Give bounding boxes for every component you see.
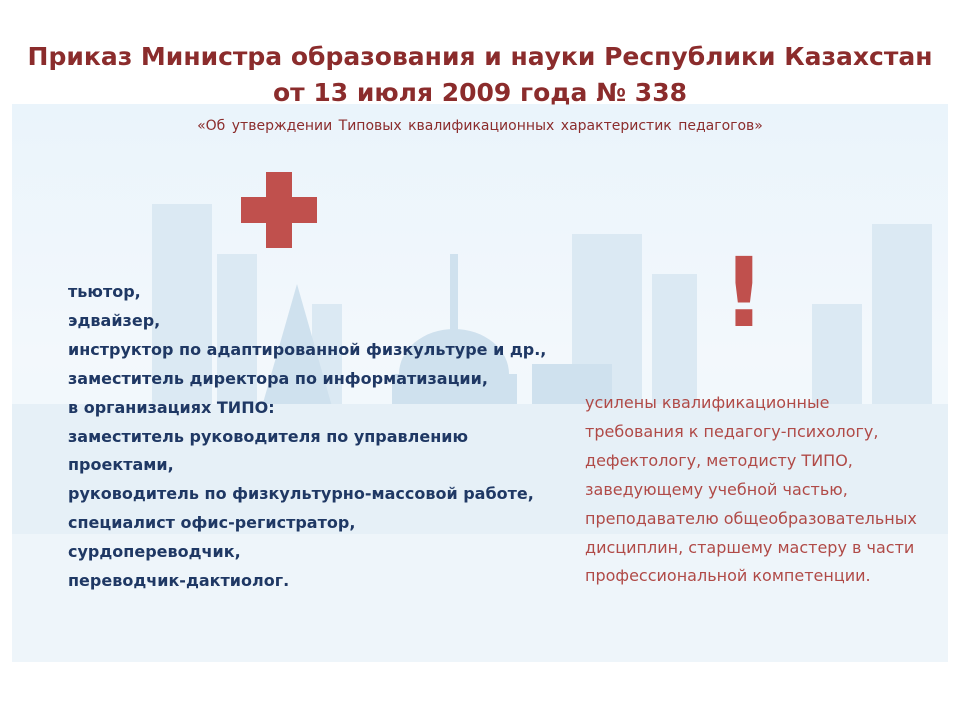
- list-item: заместитель руководителя по управлению проектами,: [68, 426, 469, 475]
- page-subtitle: «Об утверждении Типовых квалификационных характеристик педагогов»: [197, 118, 763, 134]
- strengthened-requirements-text: усилены квалификационные требования к педагогу-психологу, дефектологу, методисту ТИПО, заведующему учебной частью, преподавателю общеобразовательных дисциплин, старшему мастеру в части профессиональной компетенции.: [585, 393, 917, 586]
- new-positions-list: [68, 278, 568, 596]
- exclamation-icon: !: [722, 237, 766, 349]
- list-item: руководитель по физкультурно-массовой работе,: [68, 484, 534, 504]
- list-item: переводчик-дактиолог.: [68, 571, 290, 591]
- list-item: инструктор по адаптированной физкультуре и др.,: [68, 339, 547, 359]
- page-title-date: от 13 июля 2009 года № 338: [272, 78, 687, 107]
- list-item: в организациях ТИПО:: [68, 397, 275, 417]
- plus-icon: [241, 172, 317, 248]
- list-item: тьютор,: [68, 282, 141, 301]
- list-item: сурдопереводчик,: [68, 542, 241, 562]
- list-item: заместитель директора по информатизации,: [68, 368, 488, 388]
- list-item: эдвайзер,: [68, 310, 161, 330]
- page-title: Приказ Министра образования и науки Республики Казахстан: [27, 42, 933, 71]
- list-item: специалист офис-регистратор,: [68, 513, 356, 533]
